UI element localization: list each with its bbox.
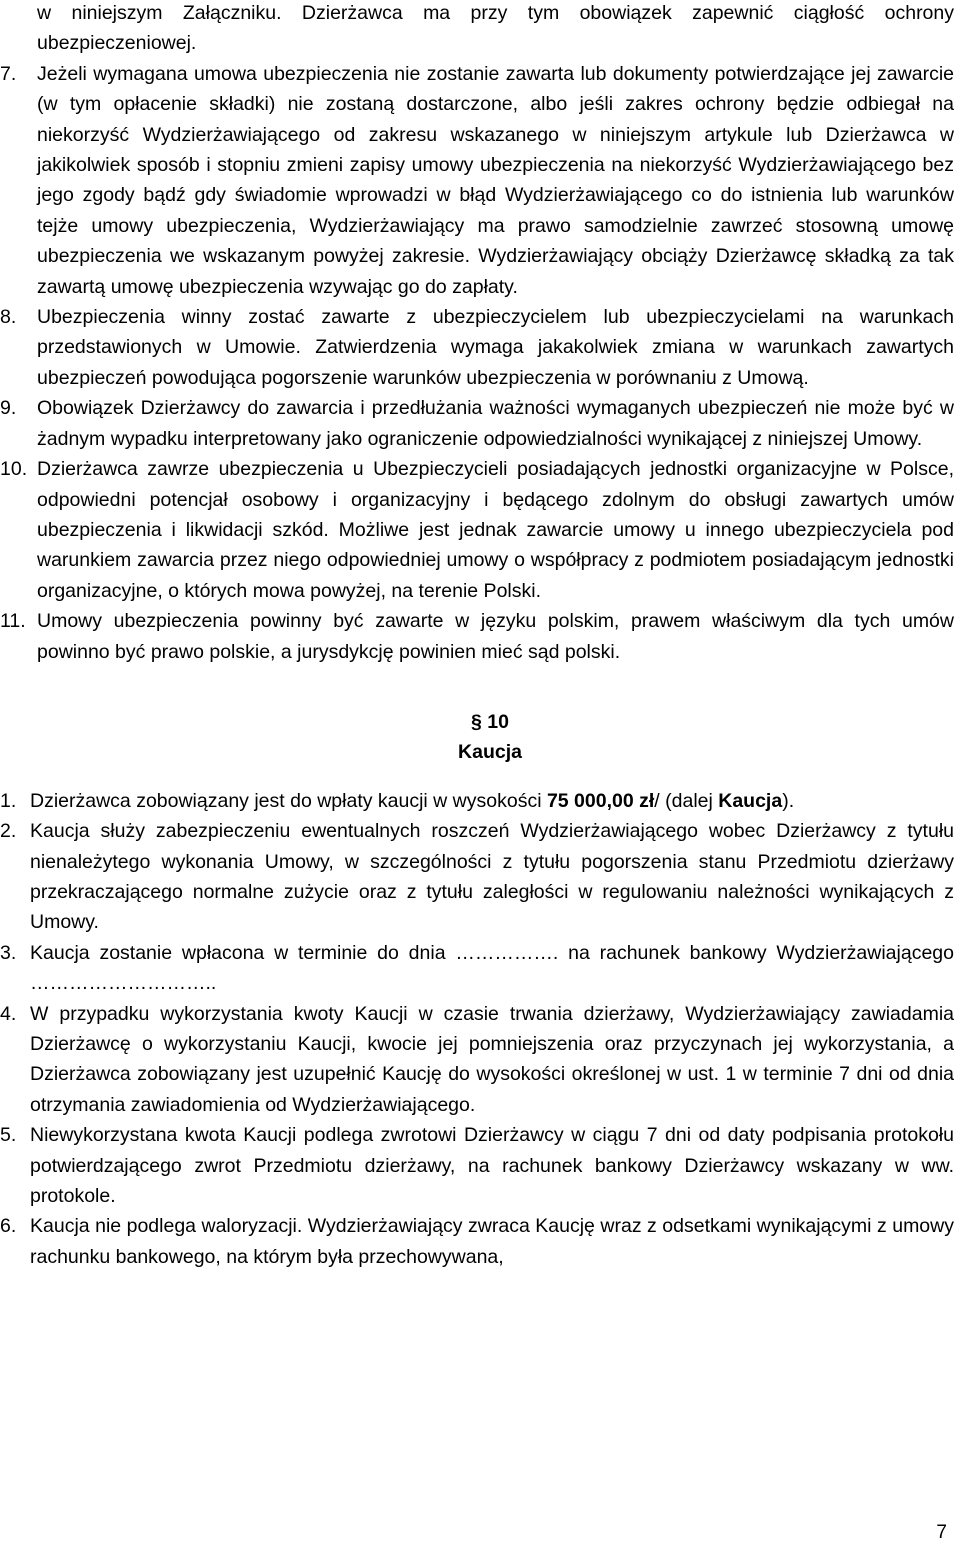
list-item: [0, 302, 960, 393]
item-text: Niewykorzystana kwota Kaucji podlega zwrotowi Dzierżawcy w ciągu 7 dni od daty podpisania protokołu potwierdzającego zwrot Przedmiotu dzierżawy, na rachunek bankowy Dzierżawcy wskazany w ww. protokole.: [30, 1124, 954, 1208]
item-number: 6.: [0, 1215, 17, 1238]
item-number: 3.: [0, 941, 17, 964]
item-number: 8.: [0, 306, 17, 329]
section-title: Kaucja: [458, 741, 522, 764]
list-item: [0, 1120, 960, 1211]
item-number: 2.: [0, 820, 17, 843]
item-number: 7.: [0, 62, 17, 85]
list-item: [0, 454, 960, 606]
item-text-before: Dzierżawca zobowiązany jest do wpłaty kaucji w wysokości: [30, 789, 547, 812]
item-number: 5.: [0, 1124, 17, 1147]
item-text-after: ).: [782, 789, 795, 812]
defined-term: Kaucja: [718, 789, 783, 812]
item-text: Kaucja zostanie wpłacona w terminie do dnia ……………. na rachunek bankowy Wydzierżawiającego ………………………..: [30, 941, 954, 995]
item-text: Kaucja służy zabezpieczeniu ewentualnych roszczeń Wydzierżawiającego wobec Dzierżawcy z tytułu nienależytego wykonania Umowy, w szczególności z tytułu pogorszenia stanu Przedmiotu dzierżawy przekraczającego normalne zużycie oraz z tytułu zaległości w regulowaniu należności wynikających z Umowy.: [30, 820, 954, 934]
list-item: [0, 59, 960, 302]
list-item: [0, 999, 960, 1121]
insurance-list: [0, 59, 960, 667]
list-item: [0, 816, 960, 938]
item-text-middle: / (dalej: [654, 789, 719, 812]
item-number: 4.: [0, 1002, 17, 1025]
item-text: Kaucja nie podlega waloryzacji. Wydzierżawiający zwraca Kaucję wraz z odsetkami wynikającymi z umowy rachunku bankowego, na którym była przechowywana,: [30, 1215, 954, 1268]
section-number: § 10: [471, 710, 509, 733]
item-text: Obowiązek Dzierżawcy do zawarcia i przedłużania ważności wymaganych ubezpieczeń nie może być w żadnym wypadku interpretowany jako ograniczenie odpowiedzialności wynikającej z niniejszej Umowy.: [37, 397, 954, 450]
item-text: Dzierżawca zawrze ubezpieczenia u Ubezpieczycieli posiadających jednostki organizacyjne w Polsce, odpowiedni potencjał osobowy i organizacyjny i będącego zdolnym do obsługi zawartych umów ubezpieczenia i likwidacji szkód. Możliwe jest jednak zawarcie umowy u innego ubezpieczyciela pod warunkiem zawarcia przez niego odpowiedniej umowy o współpracy z podmiotem posiadającym jednostki organizacyjne, o których mowa powyżej, na terenie Polski.: [37, 458, 954, 602]
list-item: [0, 786, 960, 816]
list-item: [0, 938, 960, 999]
kaucja-list: [0, 786, 960, 1273]
item-number: 11.: [0, 610, 26, 633]
deposit-amount: 75 000,00 zł: [546, 789, 655, 812]
item-text: Jeżeli wymagana umowa ubezpieczenia nie zostanie zawarta lub dokumenty potwierdzające jej zawarcie (w tym opłacenie składki) nie zostaną dostarczone, albo jeśli zakres ochrony będzie odbiegał na niekorzyść Wydzierżawiającego od zakresu wskazanego w niniejszym artykule lub Dzierżawca w jakikolwiek sposób i stopniu zmieni zapisy umowy ubezpieczenia na niekorzyść Wydzierżawiającego bez jego zgody bądź gdy świadomie wprowadzi w błąd Wydzierżawiającego co do istnienia lub warunków tejże umowy ubezpieczenia, Wydzierżawiający ma prawo samodzielnie zawrzeć stosowną umowę ubezpieczenia we wskazanym powyżej zakresie. Wydzierżawiający obciąży Dzierżawcę składką za tak zawartą umowę ubezpieczenia wzywając go do zapłaty.: [37, 62, 954, 298]
list-item: [0, 606, 960, 667]
item-number: 10.: [0, 458, 28, 481]
item-number: 1.: [0, 789, 17, 812]
list-item: [0, 1211, 960, 1272]
intro-paragraph: w niniejszym Załączniku. Dzierżawca ma przy tym obowiązek zapewnić ciągłość ochrony ubezpieczeniowej.: [37, 2, 954, 55]
item-text: Ubezpieczenia winny zostać zawarte z ubezpieczycielem lub ubezpieczycielami na warunkach przedstawionych w Umowie. Zatwierdzenia wymaga jakakolwiek zmiana w warunkach zawartych ubezpieczeń powodująca pogorszenie warunków ubezpieczenia w porównaniu z Umową.: [37, 306, 954, 389]
item-text: W przypadku wykorzystania kwoty Kaucji w czasie trwania dzierżawy, Wydzierżawiający zawiadamia Dzierżawcę o wykorzystaniu Kaucji, kwocie jej pomniejszenia oraz przyczynach jej wykorzystania, a Dzierżawca zobowiązany jest uzupełnić Kaucję do wysokości określonej w ust. 1 w terminie 7 dni od dnia otrzymania zawiadomienia od Wydzierżawiającego.: [30, 1002, 954, 1116]
page-number: 7: [936, 1521, 947, 1543]
item-text: Umowy ubezpieczenia powinny być zawarte w języku polskim, prawem właściwym dla tych umów powinno być prawo polskie, a jurysdykcję powinien mieć sąd polski.: [37, 610, 954, 663]
item-number: 9.: [0, 397, 17, 420]
list-item: [0, 393, 960, 454]
